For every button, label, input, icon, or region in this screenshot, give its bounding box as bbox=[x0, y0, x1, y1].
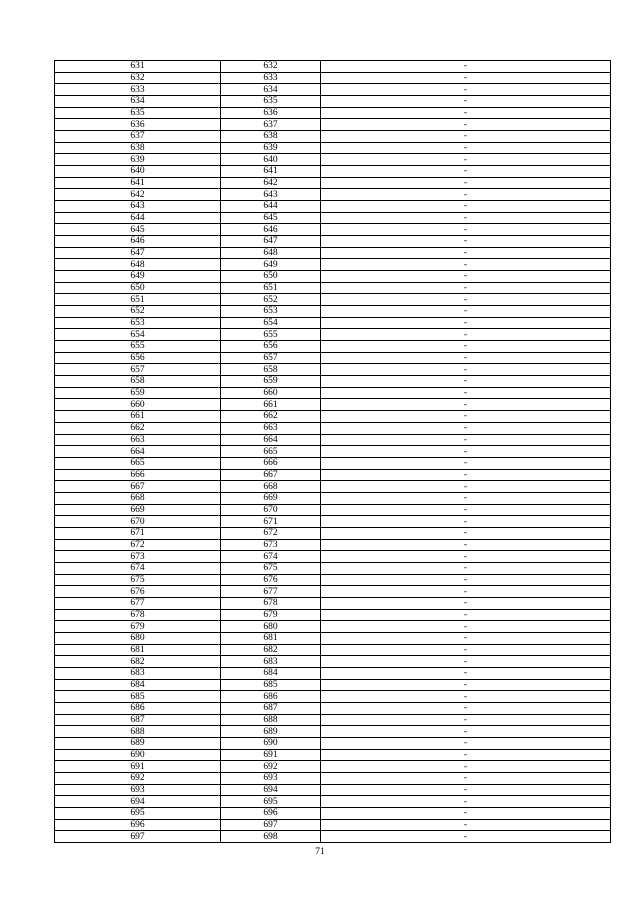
table-cell: 656 bbox=[221, 341, 321, 353]
table-cell: 634 bbox=[55, 96, 221, 108]
table-row bbox=[55, 819, 611, 831]
table-cell: 638 bbox=[55, 142, 221, 154]
table-row bbox=[55, 749, 611, 761]
table-cell: 694 bbox=[55, 796, 221, 808]
table-row bbox=[55, 282, 611, 294]
table-cell: - bbox=[321, 808, 611, 820]
table-row bbox=[55, 597, 611, 609]
table-cell: 658 bbox=[55, 376, 221, 388]
table-cell: 649 bbox=[221, 259, 321, 271]
table-cell: - bbox=[321, 177, 611, 189]
table-cell: 687 bbox=[221, 702, 321, 714]
table-cell: 631 bbox=[55, 61, 221, 73]
table-cell: 668 bbox=[221, 481, 321, 493]
table-cell: 636 bbox=[221, 107, 321, 119]
table-cell: 641 bbox=[221, 166, 321, 178]
table-cell: 688 bbox=[55, 726, 221, 738]
table-cell: 646 bbox=[55, 236, 221, 248]
table-cell: - bbox=[321, 656, 611, 668]
table-row bbox=[55, 772, 611, 784]
table-cell: - bbox=[321, 72, 611, 84]
table-cell: - bbox=[321, 341, 611, 353]
table-row bbox=[55, 352, 611, 364]
table-cell: 684 bbox=[221, 667, 321, 679]
table-cell: - bbox=[321, 504, 611, 516]
table-cell: 637 bbox=[55, 131, 221, 143]
table-cell: - bbox=[321, 726, 611, 738]
table-cell: 673 bbox=[221, 539, 321, 551]
table-row bbox=[55, 446, 611, 458]
table-cell: 660 bbox=[55, 399, 221, 411]
table-row bbox=[55, 784, 611, 796]
table-cell: - bbox=[321, 399, 611, 411]
table-cell: 674 bbox=[221, 551, 321, 563]
table-cell: - bbox=[321, 294, 611, 306]
table-cell: - bbox=[321, 562, 611, 574]
table-row bbox=[55, 457, 611, 469]
table-row bbox=[55, 609, 611, 621]
table-cell: 695 bbox=[55, 808, 221, 820]
table-cell: 654 bbox=[55, 329, 221, 341]
table-cell: 640 bbox=[221, 154, 321, 166]
table-cell: 669 bbox=[55, 504, 221, 516]
table-cell: 676 bbox=[221, 574, 321, 586]
table-row bbox=[55, 644, 611, 656]
table-cell: 660 bbox=[221, 387, 321, 399]
table-cell: 642 bbox=[55, 189, 221, 201]
table-cell: 648 bbox=[55, 259, 221, 271]
table-row bbox=[55, 387, 611, 399]
table-cell: - bbox=[321, 411, 611, 423]
table-cell: 632 bbox=[55, 72, 221, 84]
table-cell: 673 bbox=[55, 551, 221, 563]
table-row bbox=[55, 481, 611, 493]
table-cell: - bbox=[321, 271, 611, 283]
table-cell: 653 bbox=[221, 306, 321, 318]
table-cell: 671 bbox=[221, 516, 321, 528]
table-cell: 689 bbox=[221, 726, 321, 738]
table-row bbox=[55, 492, 611, 504]
table-row bbox=[55, 808, 611, 820]
table-cell: 697 bbox=[55, 831, 221, 843]
table-cell: 680 bbox=[221, 621, 321, 633]
table-cell: - bbox=[321, 107, 611, 119]
table-cell: - bbox=[321, 317, 611, 329]
table-cell: - bbox=[321, 702, 611, 714]
table-row bbox=[55, 72, 611, 84]
table-cell: 669 bbox=[221, 492, 321, 504]
table-cell: - bbox=[321, 457, 611, 469]
table-cell: 689 bbox=[55, 737, 221, 749]
table-cell: - bbox=[321, 387, 611, 399]
data-table bbox=[54, 60, 611, 843]
table-cell: - bbox=[321, 644, 611, 656]
table-cell: 656 bbox=[55, 352, 221, 364]
table-cell: - bbox=[321, 516, 611, 528]
table-cell: 662 bbox=[221, 411, 321, 423]
table-row bbox=[55, 527, 611, 539]
table-row bbox=[55, 504, 611, 516]
table-row bbox=[55, 796, 611, 808]
table-cell: - bbox=[321, 714, 611, 726]
table-cell: 687 bbox=[55, 714, 221, 726]
table-cell: - bbox=[321, 364, 611, 376]
table-cell: 697 bbox=[221, 819, 321, 831]
table-cell: - bbox=[321, 609, 611, 621]
table-row bbox=[55, 259, 611, 271]
table-cell: 683 bbox=[221, 656, 321, 668]
table-cell: - bbox=[321, 574, 611, 586]
table-cell: - bbox=[321, 632, 611, 644]
table-cell: 640 bbox=[55, 166, 221, 178]
table-row bbox=[55, 551, 611, 563]
table-cell: 665 bbox=[221, 446, 321, 458]
table-cell: - bbox=[321, 376, 611, 388]
table-row bbox=[55, 469, 611, 481]
table-cell: 658 bbox=[221, 364, 321, 376]
table-cell: 667 bbox=[221, 469, 321, 481]
table-row bbox=[55, 376, 611, 388]
table-cell: 670 bbox=[221, 504, 321, 516]
table-cell: 659 bbox=[221, 376, 321, 388]
table-row bbox=[55, 831, 611, 843]
table-cell: - bbox=[321, 831, 611, 843]
table-cell: 642 bbox=[221, 177, 321, 189]
table-row bbox=[55, 399, 611, 411]
table-cell: 635 bbox=[55, 107, 221, 119]
table-cell: 677 bbox=[55, 597, 221, 609]
table-cell: - bbox=[321, 434, 611, 446]
table-cell: 671 bbox=[55, 527, 221, 539]
table-cell: 681 bbox=[55, 644, 221, 656]
table-cell: 633 bbox=[55, 84, 221, 96]
table-cell: - bbox=[321, 154, 611, 166]
table-cell: 679 bbox=[221, 609, 321, 621]
table-cell: 655 bbox=[221, 329, 321, 341]
table-row bbox=[55, 434, 611, 446]
table-cell: 693 bbox=[221, 772, 321, 784]
table-cell: - bbox=[321, 527, 611, 539]
table-row bbox=[55, 364, 611, 376]
table-cell: 678 bbox=[55, 609, 221, 621]
table-cell: 694 bbox=[221, 784, 321, 796]
table-cell: 662 bbox=[55, 422, 221, 434]
table-cell: 641 bbox=[55, 177, 221, 189]
table-cell: 659 bbox=[55, 387, 221, 399]
table-row bbox=[55, 411, 611, 423]
table-cell: - bbox=[321, 352, 611, 364]
table-cell: - bbox=[321, 819, 611, 831]
table-cell: - bbox=[321, 446, 611, 458]
table-cell: 648 bbox=[221, 247, 321, 259]
table-cell: 643 bbox=[55, 201, 221, 213]
table-cell: 666 bbox=[221, 457, 321, 469]
table-row bbox=[55, 516, 611, 528]
table-cell: - bbox=[321, 422, 611, 434]
table-cell: 696 bbox=[221, 808, 321, 820]
table-cell: 657 bbox=[55, 364, 221, 376]
table-row bbox=[55, 761, 611, 773]
table-row bbox=[55, 691, 611, 703]
table-cell: - bbox=[321, 96, 611, 108]
table-cell: 657 bbox=[221, 352, 321, 364]
table-cell: - bbox=[321, 667, 611, 679]
table-cell: - bbox=[321, 259, 611, 271]
table-cell: - bbox=[321, 282, 611, 294]
table-cell: 685 bbox=[221, 679, 321, 691]
page-number: 71 bbox=[315, 847, 325, 857]
table-cell: 685 bbox=[55, 691, 221, 703]
table-cell: 652 bbox=[221, 294, 321, 306]
table-cell: 664 bbox=[55, 446, 221, 458]
table-cell: 651 bbox=[221, 282, 321, 294]
table-row bbox=[55, 317, 611, 329]
table-cell: 674 bbox=[55, 562, 221, 574]
table-cell: 672 bbox=[55, 539, 221, 551]
table-row bbox=[55, 702, 611, 714]
table-cell: 691 bbox=[55, 761, 221, 773]
table-cell: - bbox=[321, 539, 611, 551]
table-cell: 647 bbox=[221, 236, 321, 248]
table-row bbox=[55, 737, 611, 749]
table-row bbox=[55, 119, 611, 131]
table-cell: 690 bbox=[55, 749, 221, 761]
table-cell: 649 bbox=[55, 271, 221, 283]
table-cell: - bbox=[321, 142, 611, 154]
table-cell: - bbox=[321, 761, 611, 773]
table-cell: 675 bbox=[221, 562, 321, 574]
table-cell: - bbox=[321, 212, 611, 224]
table-cell: 644 bbox=[55, 212, 221, 224]
table-cell: 665 bbox=[55, 457, 221, 469]
table-cell: - bbox=[321, 679, 611, 691]
table-cell: - bbox=[321, 586, 611, 598]
table-cell: 661 bbox=[221, 399, 321, 411]
table-row bbox=[55, 142, 611, 154]
table-row bbox=[55, 189, 611, 201]
table-row bbox=[55, 539, 611, 551]
table-cell: 695 bbox=[221, 796, 321, 808]
table-row bbox=[55, 201, 611, 213]
table-cell: 686 bbox=[55, 702, 221, 714]
table-row bbox=[55, 154, 611, 166]
table-row bbox=[55, 224, 611, 236]
table-cell: - bbox=[321, 61, 611, 73]
table-cell: 692 bbox=[55, 772, 221, 784]
table-row bbox=[55, 726, 611, 738]
table-cell: 679 bbox=[55, 621, 221, 633]
table-cell: 650 bbox=[221, 271, 321, 283]
table-cell: 647 bbox=[55, 247, 221, 259]
table-cell: 655 bbox=[55, 341, 221, 353]
table-cell: 661 bbox=[55, 411, 221, 423]
table-cell: 653 bbox=[55, 317, 221, 329]
table-cell: - bbox=[321, 492, 611, 504]
table-cell: 683 bbox=[55, 667, 221, 679]
table-row bbox=[55, 329, 611, 341]
table-row bbox=[55, 586, 611, 598]
table-cell: 638 bbox=[221, 131, 321, 143]
table-cell: 639 bbox=[221, 142, 321, 154]
table-cell: 696 bbox=[55, 819, 221, 831]
table-cell: 634 bbox=[221, 84, 321, 96]
table-row bbox=[55, 422, 611, 434]
table-cell: 636 bbox=[55, 119, 221, 131]
table-cell: 663 bbox=[221, 422, 321, 434]
table-cell: 677 bbox=[221, 586, 321, 598]
table-cell: - bbox=[321, 481, 611, 493]
table-row bbox=[55, 96, 611, 108]
table-cell: 686 bbox=[221, 691, 321, 703]
table-cell: 682 bbox=[55, 656, 221, 668]
table-row bbox=[55, 656, 611, 668]
table-cell: 664 bbox=[221, 434, 321, 446]
table-row bbox=[55, 294, 611, 306]
table-cell: 667 bbox=[55, 481, 221, 493]
table-cell: 680 bbox=[55, 632, 221, 644]
table-cell: - bbox=[321, 621, 611, 633]
table-cell: - bbox=[321, 166, 611, 178]
table-cell: 678 bbox=[221, 597, 321, 609]
table-row bbox=[55, 212, 611, 224]
table-row bbox=[55, 667, 611, 679]
table-cell: - bbox=[321, 119, 611, 131]
table-cell: - bbox=[321, 597, 611, 609]
table-row bbox=[55, 131, 611, 143]
table-cell: 675 bbox=[55, 574, 221, 586]
table-cell: 676 bbox=[55, 586, 221, 598]
table-cell: 635 bbox=[221, 96, 321, 108]
table-row bbox=[55, 61, 611, 73]
table-row bbox=[55, 236, 611, 248]
table-cell: - bbox=[321, 772, 611, 784]
table-cell: 639 bbox=[55, 154, 221, 166]
table-row bbox=[55, 621, 611, 633]
table-cell: 643 bbox=[221, 189, 321, 201]
table-cell: 682 bbox=[221, 644, 321, 656]
table-cell: - bbox=[321, 306, 611, 318]
table-cell: 637 bbox=[221, 119, 321, 131]
table-cell: 652 bbox=[55, 306, 221, 318]
table-cell: - bbox=[321, 84, 611, 96]
table-cell: 632 bbox=[221, 61, 321, 73]
table-cell: 681 bbox=[221, 632, 321, 644]
table-row bbox=[55, 679, 611, 691]
table-cell: 693 bbox=[55, 784, 221, 796]
table-body bbox=[55, 61, 611, 843]
table-cell: 692 bbox=[221, 761, 321, 773]
table-row bbox=[55, 306, 611, 318]
table-cell: 668 bbox=[55, 492, 221, 504]
table-cell: - bbox=[321, 236, 611, 248]
table-cell: - bbox=[321, 247, 611, 259]
table-cell: - bbox=[321, 749, 611, 761]
table-row bbox=[55, 107, 611, 119]
table-cell: - bbox=[321, 224, 611, 236]
table-cell: 644 bbox=[221, 201, 321, 213]
table-row bbox=[55, 247, 611, 259]
table-cell: 688 bbox=[221, 714, 321, 726]
table-cell: 654 bbox=[221, 317, 321, 329]
table-cell: 646 bbox=[221, 224, 321, 236]
table-cell: - bbox=[321, 469, 611, 481]
table-cell: - bbox=[321, 189, 611, 201]
table-cell: - bbox=[321, 551, 611, 563]
table-cell: 650 bbox=[55, 282, 221, 294]
table-cell: 633 bbox=[221, 72, 321, 84]
table-cell: 651 bbox=[55, 294, 221, 306]
table-row bbox=[55, 84, 611, 96]
table-cell: - bbox=[321, 784, 611, 796]
table-cell: 645 bbox=[221, 212, 321, 224]
table-row bbox=[55, 714, 611, 726]
table-row bbox=[55, 271, 611, 283]
table-cell: - bbox=[321, 796, 611, 808]
table-cell: 663 bbox=[55, 434, 221, 446]
table-row bbox=[55, 574, 611, 586]
table-row bbox=[55, 562, 611, 574]
table-cell: 691 bbox=[221, 749, 321, 761]
table-cell: - bbox=[321, 201, 611, 213]
table-cell: - bbox=[321, 737, 611, 749]
table-cell: 645 bbox=[55, 224, 221, 236]
table-cell: 672 bbox=[221, 527, 321, 539]
table-cell: - bbox=[321, 691, 611, 703]
table-cell: 666 bbox=[55, 469, 221, 481]
table-row bbox=[55, 632, 611, 644]
table-row bbox=[55, 341, 611, 353]
table-cell: - bbox=[321, 131, 611, 143]
table-cell: 684 bbox=[55, 679, 221, 691]
table-cell: - bbox=[321, 329, 611, 341]
table-cell: 698 bbox=[221, 831, 321, 843]
table-cell: 670 bbox=[55, 516, 221, 528]
table-row bbox=[55, 166, 611, 178]
table-cell: 690 bbox=[221, 737, 321, 749]
table-row bbox=[55, 177, 611, 189]
